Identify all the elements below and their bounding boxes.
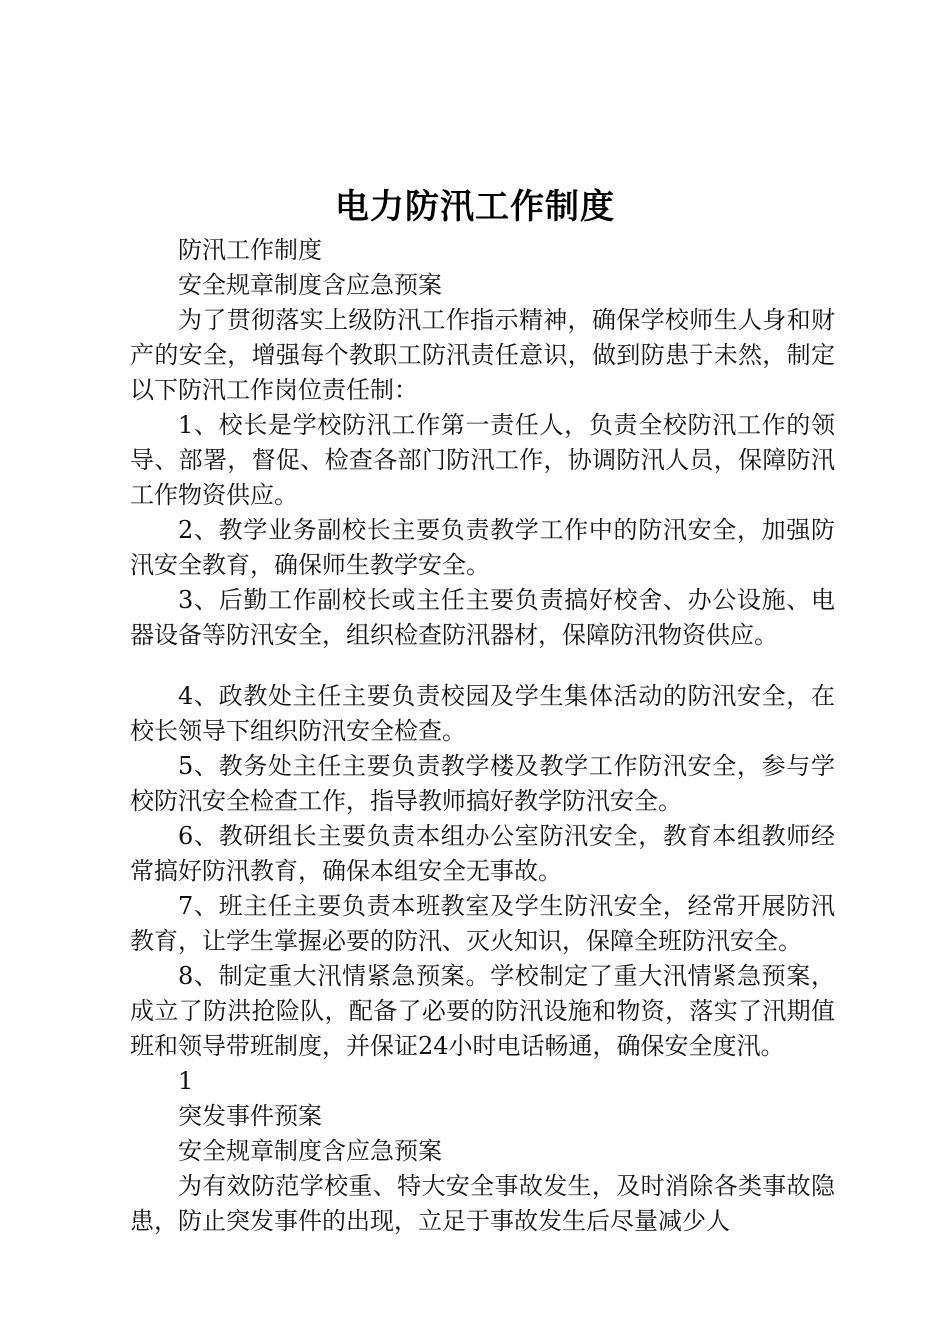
paragraph-intro: 为了贯彻落实上级防汛工作指示精神，确保学校师生人身和财产的安全，增强每个教职工防汛责任意识，做到防患于未然，制定以下防汛工作岗位责任制： <box>130 306 835 404</box>
paragraph-item-3: 3、后勤工作副校长或主任主要负责搞好校舍、办公设施、电器设备等防汛安全，组织检查防汛器材，保障防汛物资供应。 <box>130 586 835 649</box>
document-title: 电力防汛工作制度 <box>335 187 615 227</box>
paragraph-heading-2: 突发事件预案 <box>178 1102 322 1130</box>
paragraph-item-8: 8、制定重大汛情紧急预案。学校制定了重大汛情紧急预案，成立了防洪抢险队，配备了必要的防汛设施和物资，落实了汛期值班和领导带班制度，并保证24小时电话畅通，确保安全度汛。 <box>130 962 835 1060</box>
paragraph-subheading-2: 安全规章制度含应急预案 <box>178 1137 442 1165</box>
paragraph-item-2: 2、教学业务副校长主要负责教学工作中的防汛安全，加强防汛安全教育，确保师生教学安全。 <box>130 516 835 579</box>
page-number: 1 <box>178 1067 194 1095</box>
paragraph-subheading-1: 安全规章制度含应急预案 <box>178 271 442 299</box>
paragraph-spacer <box>130 653 835 679</box>
paragraph-item-7: 7、班主任主要负责本班教室及学生防汛安全，经常开展防汛教育，让学生掌握必要的防汛、灭火知识，保障全班防汛安全。 <box>130 892 835 955</box>
document-body <box>130 233 835 1239</box>
paragraph-intro-2: 为有效防范学校重、特大安全事故发生，及时消除各类事故隐患，防止突发事件的出现，立足于事故发生后尽量减少人 <box>130 1172 835 1235</box>
paragraph-item-4: 4、政教处主任主要负责校园及学生集体活动的防汛安全，在校长领导下组织防汛安全检查。 <box>130 682 835 745</box>
paragraph-item-1: 1、校长是学校防汛工作第一责任人，负责全校防汛工作的领导、部署，督促、检查各部门防汛工作，协调防汛人员，保障防汛工作物资供应。 <box>130 411 835 509</box>
paragraph-item-6: 6、教研组长主要负责本组办公室防汛安全，教育本组教师经常搞好防汛教育，确保本组安全无事故。 <box>130 822 835 885</box>
paragraph-heading-1: 防汛工作制度 <box>178 236 322 264</box>
paragraph-item-5: 5、教务处主任主要负责教学楼及教学工作防汛安全，参与学校防汛安全检查工作，指导教师搞好教学防汛安全。 <box>130 752 835 815</box>
